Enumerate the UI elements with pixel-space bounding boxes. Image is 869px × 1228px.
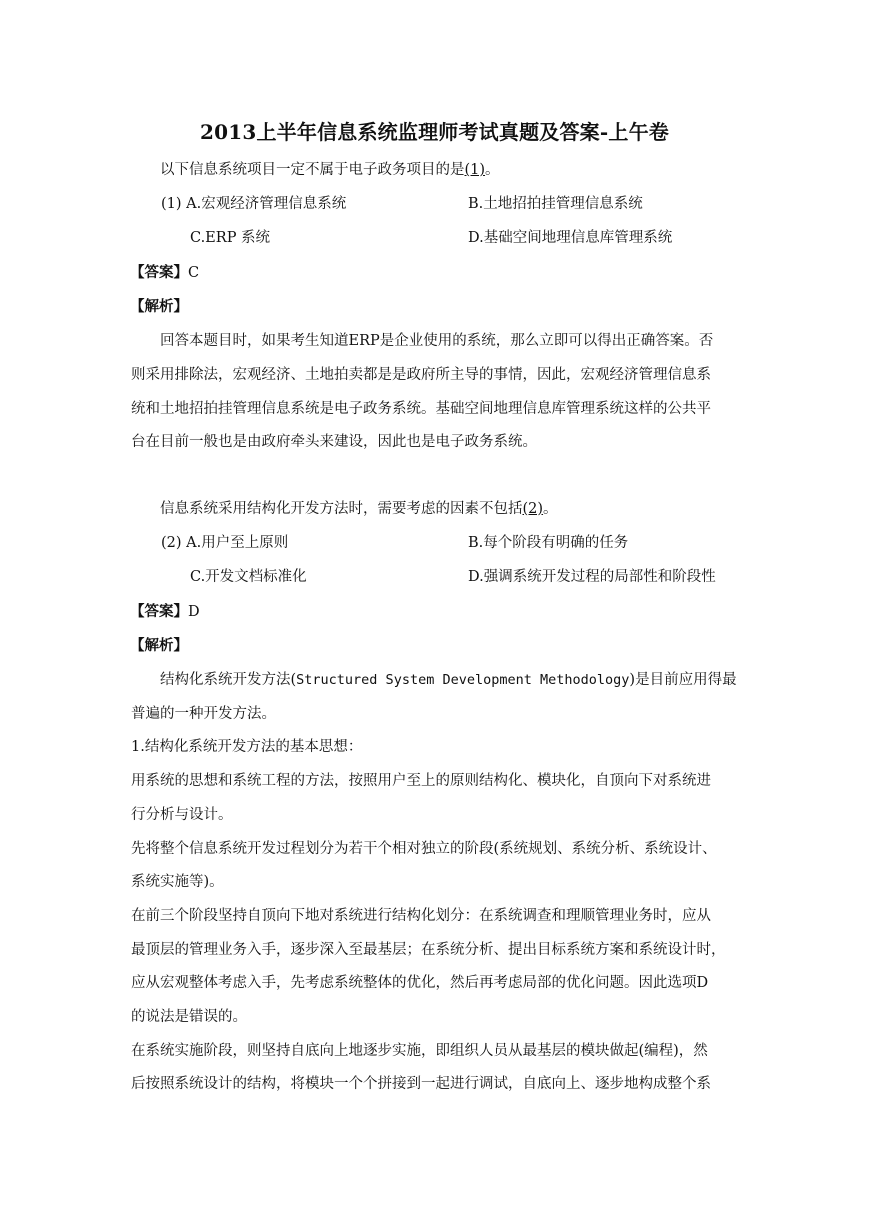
question-2-blank: (2) [522,500,544,517]
question-2-option-c: C.开发文档标准化 [190,568,307,585]
question-1-stem [131,154,739,188]
question-2-option-a-text: A.用户至上原则 [186,534,289,551]
answer-label: 【答案】 [130,602,188,620]
question-2-number: (2) [161,534,182,551]
question-1-options-row-2 [131,222,739,256]
question-2-analysis-line: 普遍的一种开发方法。 [131,705,276,722]
section-gap [131,460,739,493]
question-2-stem [131,493,739,527]
question-1-option-a-text: A.宏观经济管理信息系统 [186,195,347,212]
question-1-number: (1) [161,195,182,212]
question-2-option-b: B.每个阶段有明确的任务 [468,534,629,551]
question-1-options-row-1 [131,188,739,222]
question-2-analysis-line: 先将整个信息系统开发过程划分为若干个相对独立的阶段(系统规划、系统分析、系统设计、 [131,840,717,857]
question-2-analysis-line: 在系统实施阶段，则坚持自底向上地逐步实施，即组织人员从最基层的模块做起(编程)，然 [131,1042,708,1059]
question-2-stem-text: 信息系统采用结构化开发方法时，需要考虑的因素不包括 [160,500,523,517]
question-1-answer [131,256,739,291]
question-2-option-a [161,527,288,561]
question-1-option-b: B.土地招拍挂管理信息系统 [468,195,643,212]
question-2-stem-end: 。 [543,500,558,517]
analysis-label: 【解析】 [130,298,188,316]
question-1-analysis-line: 台在目前一般也是由政府牵头来建设，因此也是电子政务系统。 [131,434,537,451]
analysis-text: )是目前应用得最 [629,672,737,689]
answer-value: C [188,264,200,281]
question-2-analysis-line: 的说法是错误的。 [131,1009,247,1026]
question-2-analysis-line: 最顶层的管理业务入手，逐步深入至最基层；在系统分析、提出目标系统方案和系统设计时， [131,941,726,958]
question-2-analysis-line: 行分析与设计。 [131,806,233,823]
question-2-analysis-line: 应从宏观整体考虑入手，先考虑系统整体的优化，然后再考虑局部的优化问题。因此选项D [131,975,709,992]
question-1-option-c: C.ERP 系统 [190,229,271,246]
question-2-options-row-2 [131,561,739,595]
analysis-english-term: Structured System Development Methodology [296,672,630,689]
answer-value: D [188,603,200,620]
question-1-blank: (1) [464,162,486,178]
question-2-analysis-line: 1.结构化系统开发方法的基本思想： [131,739,363,756]
question-2-analysis-line: 系统实施等)。 [131,874,224,891]
question-1-analysis-line: 统和土地招拍挂管理信息系统是电子政务系统。基础空间地理信息库管理系统这样的公共平 [131,400,711,417]
page-title: 2013上半年信息系统监理师考试真题及答案-上午卷 [200,120,669,144]
question-2-analysis-label [131,629,739,664]
question-1-option-d: D.基础空间地理信息库管理系统 [468,229,673,246]
question-1-stem-text: 以下信息系统项目一定不属于电子政务项目的是 [160,162,465,178]
question-2-option-d: D.强调系统开发过程的局部性和阶段性 [468,568,716,585]
document-body [131,154,739,1102]
question-2-analysis-line: 在前三个阶段坚持自顶向下地对系统进行结构化划分：在系统调查和理顺管理业务时，应从 [131,907,711,924]
question-1-stem-end: 。 [485,162,500,178]
question-2-analysis-line: 后按照系统设计的结构，将模块一个个拼接到一起进行调试，自底向上、逐步地构成整个系 [131,1076,711,1093]
question-1-analysis-line: 回答本题目时，如果考生知道ERP是企业使用的系统，那么立即可以得出正确答案。否 [160,333,714,350]
analysis-label: 【解析】 [130,637,188,655]
question-2-analysis-line: 用系统的思想和系统工程的方法，按照用户至上的原则结构化、模块化，自顶向下对系统进 [131,773,711,790]
question-1-option-a [161,188,346,222]
analysis-text: 结构化系统开发方法( [160,672,297,689]
question-1-analysis-line: 则采用排除法，宏观经济、土地拍卖都是是政府所主导的事情，因此，宏观经济管理信息系 [131,366,711,383]
answer-label: 【答案】 [130,263,188,281]
question-2-analysis-line [131,664,739,698]
question-1-analysis-label [131,290,739,325]
question-2-options-row-1 [131,527,739,561]
question-2-answer [131,595,739,630]
